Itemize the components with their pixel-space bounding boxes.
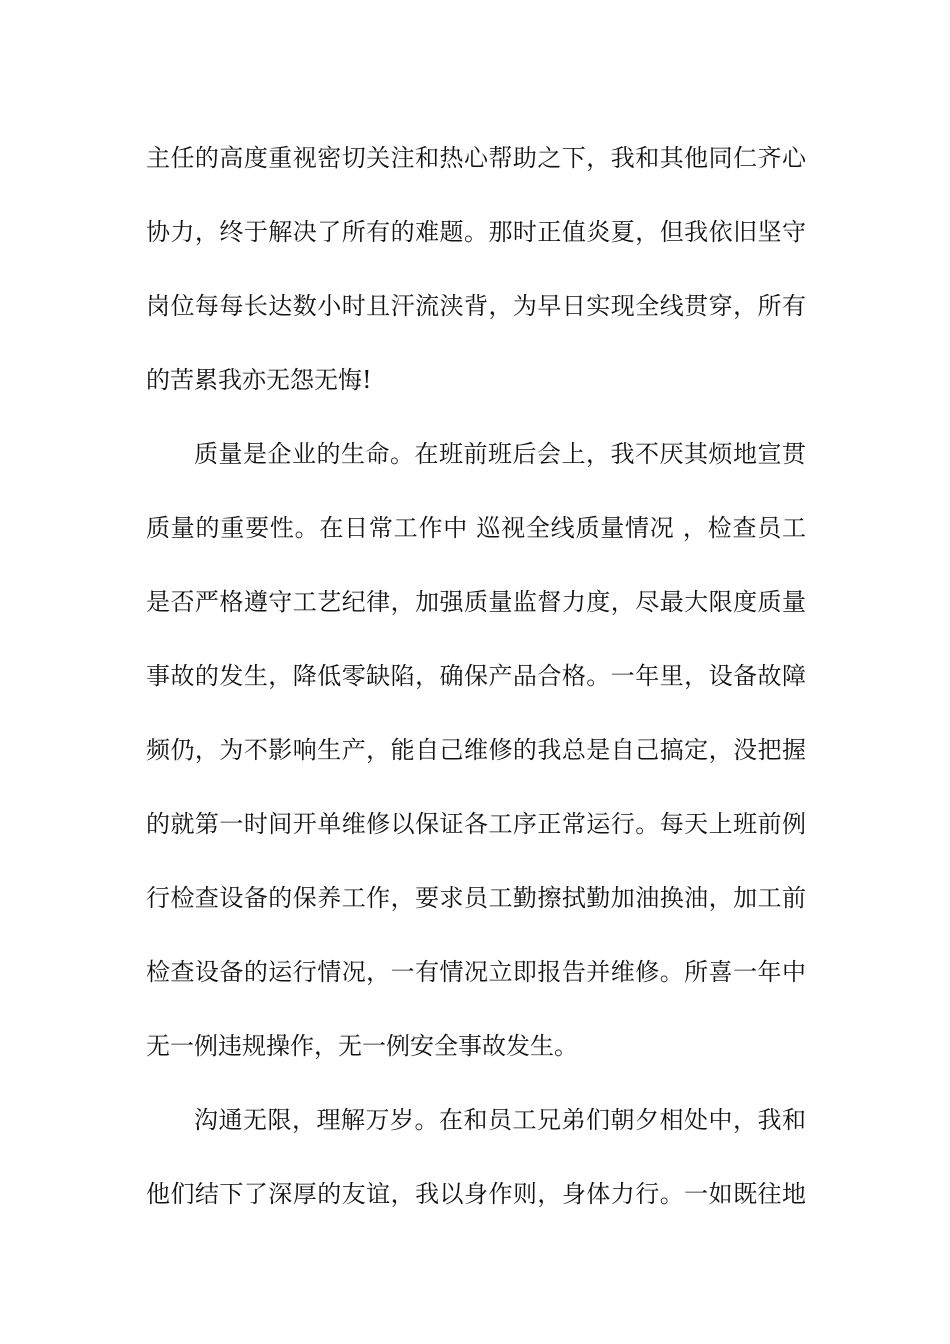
text-line: 检查设备的运行情况，一有情况立即报告并维修。所喜一年中	[146, 958, 806, 986]
text-line: 是否严格遵守工艺纪律，加强质量监督力度，尽最大限度质量	[146, 588, 806, 616]
text-line: 质量是企业的生命。在班前班后会上，我不厌其烦地宣贯	[194, 440, 806, 468]
paragraph-3	[146, 1093, 806, 1241]
text-line: 频仍，为不影响生产，能自己维修的我总是自己搞定，没把握	[146, 736, 806, 764]
text-line: 的苦累我亦无怨无悔!	[146, 366, 372, 394]
text-line: 无一例违规操作，无一例安全事故发生。	[146, 1032, 578, 1060]
text-line: 质量的重要性。在日常工作中 巡视全线质量情况 ，检查员工	[146, 514, 806, 542]
text-line: 他们结下了深厚的友谊，我以身作则，身体力行。一如既往地	[146, 1180, 806, 1208]
paragraph-2	[146, 427, 806, 1093]
text-line: 主任的高度重视密切关注和热心帮助之下，我和其他同仁齐心	[146, 144, 806, 172]
text-line: 协力，终于解决了所有的难题。那时正值炎夏，但我依旧坚守	[146, 218, 806, 246]
text-line: 行检查设备的保养工作，要求员工勤擦拭勤加油换油，加工前	[146, 884, 806, 912]
document-body	[146, 131, 806, 1241]
paragraph-1	[146, 131, 806, 427]
text-line: 的就第一时间开单维修以保证各工序正常运行。每天上班前例	[146, 810, 806, 838]
text-line: 事故的发生，降低零缺陷，确保产品合格。一年里，设备故障	[146, 662, 806, 690]
text-line: 沟通无限，理解万岁。在和员工兄弟们朝夕相处中，我和	[194, 1106, 806, 1134]
text-line: 岗位每每长达数小时且汗流浃背，为早日实现全线贯穿，所有	[146, 292, 806, 320]
